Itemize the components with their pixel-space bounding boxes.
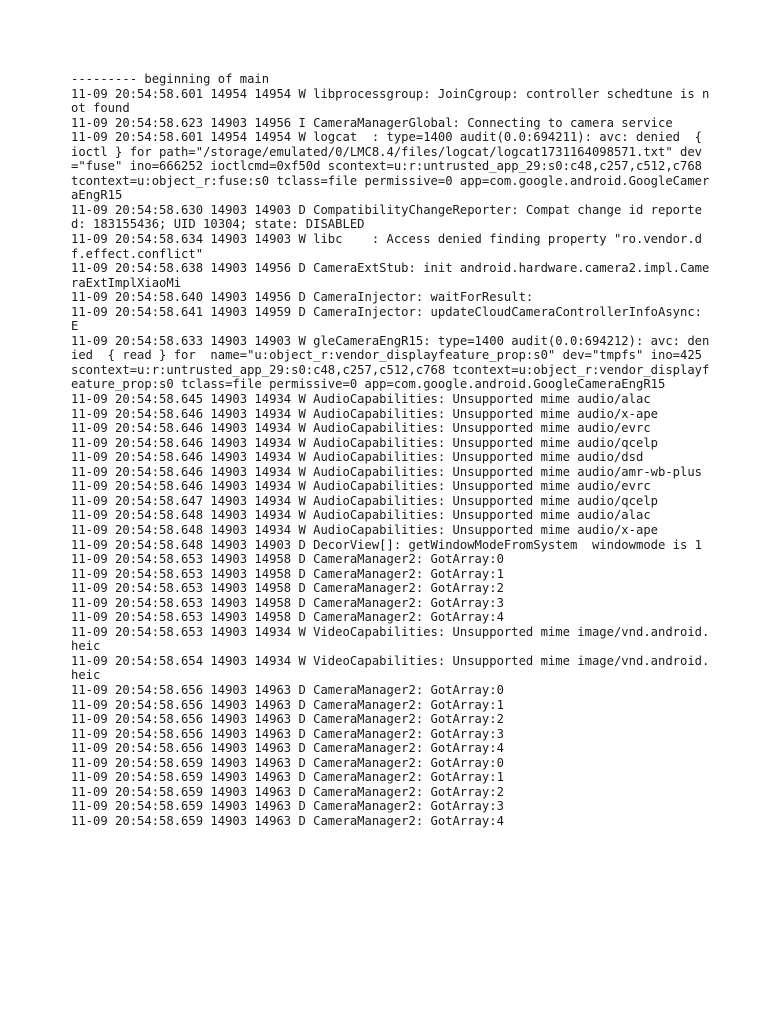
log-line: 11-09 20:54:58.601 14954 14954 W libprocessgroup: JoinCgroup: controller schedtune is not found [71, 86, 710, 116]
log-line: 11-09 20:54:58.648 14903 14903 D DecorView[]: getWindowModeFromSystem windowmode is 1 [71, 537, 703, 552]
log-line: 11-09 20:54:58.646 14903 14934 W AudioCapabilities: Unsupported mime audio/amr-wb-plus [71, 464, 703, 479]
log-line: 11-09 20:54:58.654 14903 14934 W VideoCapabilities: Unsupported mime image/vnd.android.heic [71, 653, 710, 683]
log-line: 11-09 20:54:58.656 14903 14963 D CameraManager2: GotArray:2 [71, 712, 504, 727]
log-line: 11-09 20:54:58.646 14903 14934 W AudioCapabilities: Unsupported mime audio/dsd [71, 450, 644, 465]
log-line: 11-09 20:54:58.659 14903 14963 D CameraManager2: GotArray:1 [71, 770, 504, 785]
log-line: 11-09 20:54:58.648 14903 14934 W AudioCapabilities: Unsupported mime audio/x-ape [71, 522, 658, 537]
log-line: 11-09 20:54:58.653 14903 14958 D CameraManager2: GotArray:4 [71, 610, 504, 625]
log-line: 11-09 20:54:58.646 14903 14934 W AudioCapabilities: Unsupported mime audio/evrc [71, 421, 651, 436]
logcat-document [71, 72, 711, 828]
log-line: 11-09 20:54:58.659 14903 14963 D CameraManager2: GotArray:2 [71, 784, 504, 799]
log-line: 11-09 20:54:58.647 14903 14934 W AudioCapabilities: Unsupported mime audio/qcelp [71, 493, 658, 508]
log-line: 11-09 20:54:58.630 14903 14903 D CompatibilityChangeReporter: Compat change id reported: 183155436; UID 10304; state: DISABLED [71, 202, 703, 232]
log-line: 11-09 20:54:58.601 14954 14954 W logcat : type=1400 audit(0.0:694211): avc: denied { ioctl } for path="/storage/emulated/0/LMC8.4/files/logcat/logcat1731164098571.txt" dev="fuse" ino=666252 ioctlcmd=0xf50d scontext=u:r:untrusted_app_29:s0:c48,c257,c512,c768 tcontext=u:object_r:fuse:s0 tclass=file permissive=0 app=com.google.android.GoogleCameraEngR15 [71, 130, 710, 203]
log-line: 11-09 20:54:58.659 14903 14963 D CameraManager2: GotArray:0 [71, 755, 504, 770]
log-line: 11-09 20:54:58.633 14903 14903 W gleCameraEngR15: type=1400 audit(0.0:694212): avc: denied { read } for name="u:object_r:vendor_displayfeature_prop:s0" dev="tmpfs" ino=425 scontext=u:r:untrusted_app_29:s0:c48,c257,c512,c768 tcontext=u:object_r:vendor_displayfeature_prop:s0 tclass=file permissive=0 app=com.google.android.GoogleCameraEngR15 [71, 333, 710, 392]
log-line: 11-09 20:54:58.659 14903 14963 D CameraManager2: GotArray:3 [71, 799, 504, 814]
log-line: 11-09 20:54:58.623 14903 14956 I CameraManagerGlobal: Connecting to camera service [71, 115, 673, 130]
log-line: 11-09 20:54:58.646 14903 14934 W AudioCapabilities: Unsupported mime audio/x-ape [71, 406, 658, 421]
log-line: 11-09 20:54:58.638 14903 14956 D CameraExtStub: init android.hardware.camera2.impl.CameraExtImplXiaoMi [71, 261, 710, 290]
log-line: 11-09 20:54:58.659 14903 14963 D CameraManager2: GotArray:4 [71, 813, 504, 828]
log-line: 11-09 20:54:58.648 14903 14934 W AudioCapabilities: Unsupported mime audio/alac [71, 508, 651, 523]
log-line: 11-09 20:54:58.634 14903 14903 W libc : Access denied finding property "ro.vendor.df.effect.conflict" [71, 232, 703, 261]
log-line: 11-09 20:54:58.641 14903 14959 D CameraInjector: updateCloudCameraControllerInfoAsync: E [71, 304, 710, 334]
log-line: 11-09 20:54:58.656 14903 14963 D CameraManager2: GotArray:3 [71, 726, 504, 741]
log-line: 11-09 20:54:58.645 14903 14934 W AudioCapabilities: Unsupported mime audio/alac [71, 392, 651, 407]
log-line: 11-09 20:54:58.653 14903 14958 D CameraManager2: GotArray:0 [71, 552, 504, 567]
log-line: 11-09 20:54:58.653 14903 14958 D CameraManager2: GotArray:3 [71, 595, 504, 610]
log-line: 11-09 20:54:58.656 14903 14963 D CameraManager2: GotArray:0 [71, 682, 504, 697]
log-line: 11-09 20:54:58.653 14903 14958 D CameraManager2: GotArray:2 [71, 581, 504, 596]
log-line: 11-09 20:54:58.646 14903 14934 W AudioCapabilities: Unsupported mime audio/evrc [71, 479, 651, 494]
log-line: 11-09 20:54:58.653 14903 14934 W VideoCapabilities: Unsupported mime image/vnd.android.heic [71, 624, 710, 654]
log-line: --------- beginning of main [71, 72, 270, 86]
log-line: 11-09 20:54:58.656 14903 14963 D CameraManager2: GotArray:1 [71, 697, 504, 712]
log-line: 11-09 20:54:58.640 14903 14956 D CameraInjector: waitForResult: [71, 290, 534, 305]
log-line: 11-09 20:54:58.646 14903 14934 W AudioCapabilities: Unsupported mime audio/qcelp [71, 435, 658, 450]
log-line: 11-09 20:54:58.653 14903 14958 D CameraManager2: GotArray:1 [71, 566, 504, 581]
log-line: 11-09 20:54:58.656 14903 14963 D CameraManager2: GotArray:4 [71, 741, 504, 756]
